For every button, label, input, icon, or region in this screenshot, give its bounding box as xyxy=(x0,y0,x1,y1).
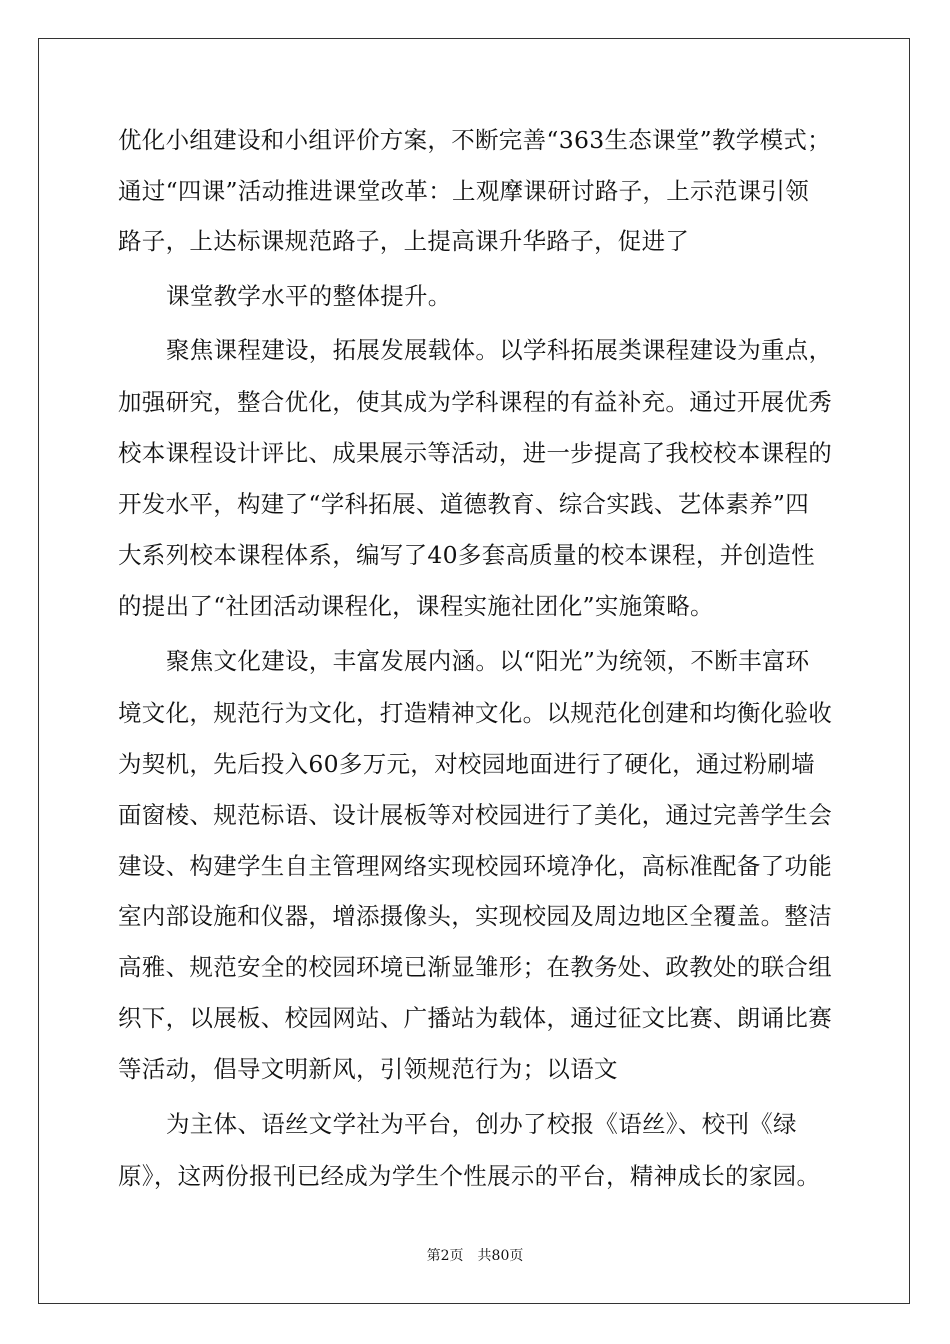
text-line: 面窗棱、规范标语、设计展板等对校园进行了美化，通过完善学生会 xyxy=(118,801,832,829)
text-line: 境文化，规范行为文化，打造精神文化。以规范化创建和均衡化验收 xyxy=(118,699,832,727)
text-line: 路子，上达标课规范路子，上提高课升华路子，促进了 xyxy=(118,227,690,255)
text-line: 建设、构建学生自主管理网络实现校园环境净化，高标准配备了功能 xyxy=(118,852,832,880)
text-line: 开发水平，构建了“学科拓展、道德教育、综合实践、艺体素养”四 xyxy=(118,490,810,518)
paragraph-line: 聚焦课程建设，拓展发展载体。以学科拓展类课程建设为重点， xyxy=(166,336,833,364)
paragraph-line: 聚焦文化建设，丰富发展内涵。以“阳光”为统领，不断丰富环 xyxy=(166,647,810,675)
text-line: 原》，这两份报刊已经成为学生个性展示的平台，精神成长的家园。 xyxy=(118,1162,821,1190)
text-line: 大系列校本课程体系，编写了40多套高质量的校本课程，并创造性 xyxy=(118,541,815,569)
paragraph-line: 为主体、语丝文学社为平台，创办了校报《语丝》、校刊《绿 xyxy=(166,1110,797,1138)
text-line: 通过“四课”活动推进课堂改革：上观摩课研讨路子，上示范课引领 xyxy=(118,177,810,205)
paragraph-line: 课堂教学水平的整体提升。 xyxy=(166,282,452,310)
text-line: 加强研究，整合优化，使其成为学科课程的有益补充。通过开展优秀 xyxy=(118,388,832,416)
text-line: 校本课程设计评比、成果展示等活动，进一步提高了我校校本课程的 xyxy=(118,439,832,467)
text-line: 为契机，先后投入60多万元，对校园地面进行了硬化，通过粉刷墙 xyxy=(118,750,815,778)
text-line: 等活动，倡导文明新风，引领规范行为；以语文 xyxy=(118,1055,618,1083)
text-line: 室内部设施和仪器，增添摄像头，实现校园及周边地区全覆盖。整洁 xyxy=(118,902,832,930)
text-line: 的提出了“社团活动课程化，课程实施社团化”实施策略。 xyxy=(118,592,714,620)
text-line: 高雅、规范安全的校园环境已渐显雏形；在教务处、政教处的联合组 xyxy=(118,953,832,981)
page-number-footer: 第2页 共80页 xyxy=(426,1248,524,1264)
text-line: 织下，以展板、校园网站、广播站为载体，通过征文比赛、朗诵比赛 xyxy=(118,1004,832,1032)
text-line: 优化小组建设和小组评价方案，不断完善“363生态课堂”教学模式； xyxy=(118,126,831,154)
